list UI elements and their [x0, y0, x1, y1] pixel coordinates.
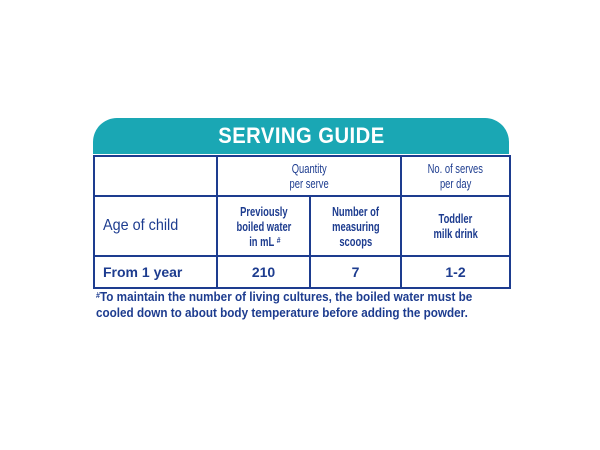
- serving-guide-banner: [93, 118, 509, 154]
- header-row: [94, 156, 510, 196]
- footnote-line2: cooled down to about body temperature before adding the powder.: [96, 305, 468, 320]
- subheader-row: [94, 196, 510, 256]
- serving-guide-table: [93, 155, 511, 289]
- footnote-mark: #: [96, 291, 101, 300]
- banner-title: SERVING GUIDE: [217, 123, 385, 148]
- age-of-child-label: Age of child: [94, 196, 217, 256]
- water-cell: 210: [217, 256, 310, 288]
- table-row: [94, 256, 510, 288]
- serves-header: No. of serves per day: [401, 156, 510, 196]
- scoops-column-header: Number of measuring scoops: [310, 196, 401, 256]
- footnote: [96, 289, 483, 321]
- serves-cell: 1-2: [401, 256, 510, 288]
- age-cell: From 1 year: [94, 256, 217, 288]
- scoops-cell: 7: [310, 256, 401, 288]
- quantity-header: Quantity per serve: [217, 156, 401, 196]
- drink-column-header: Toddler milk drink: [401, 196, 510, 256]
- empty-header-cell: [94, 156, 217, 196]
- footnote-line1: To maintain the number of living cultures, the boiled water must be: [100, 289, 473, 304]
- water-column-header: Previously boiled water in mL #: [217, 196, 310, 256]
